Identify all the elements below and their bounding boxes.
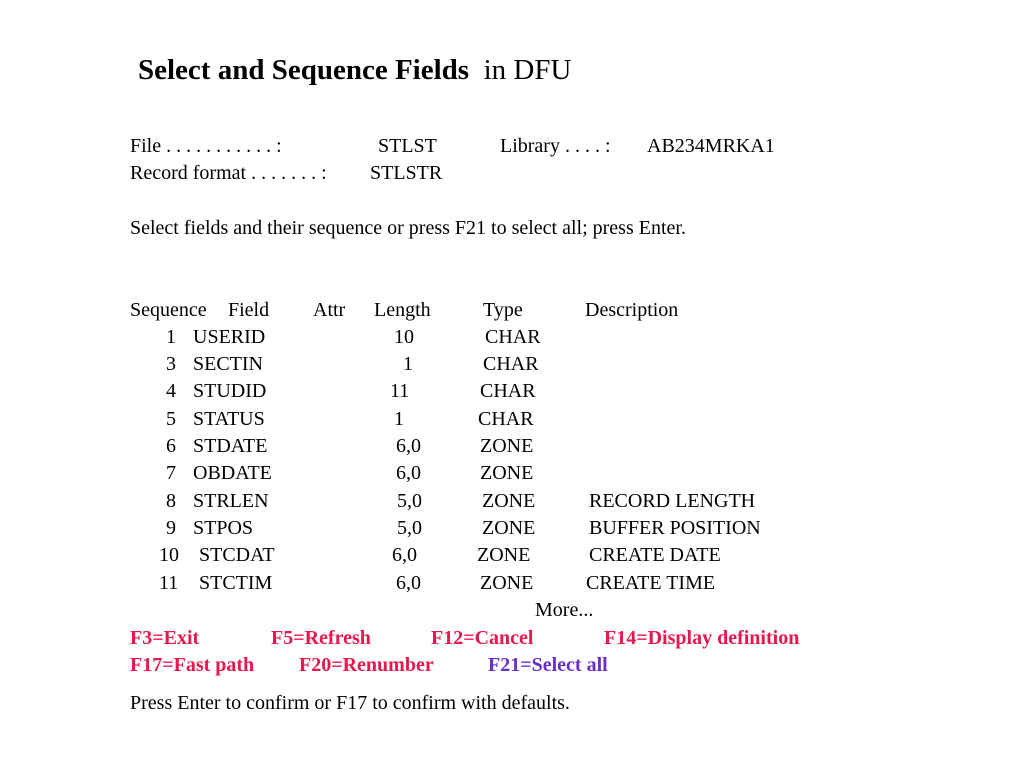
row-description: CREATE DATE bbox=[589, 544, 721, 566]
column-type: Type bbox=[483, 299, 523, 321]
library-label: Library . . . . : bbox=[500, 135, 611, 157]
f20-renumber-key[interactable]: F20=Renumber bbox=[299, 654, 434, 676]
column-field: Field bbox=[228, 299, 270, 321]
instruction-text: Select fields and their sequence or press F21 to select all; press Enter. bbox=[130, 217, 686, 239]
row-length: 10 bbox=[394, 326, 414, 348]
f3-exit-key[interactable]: F3=Exit bbox=[130, 627, 200, 649]
row-length: 1 bbox=[394, 408, 404, 430]
row-sequence[interactable]: 3 bbox=[166, 353, 176, 375]
row-type: ZONE bbox=[480, 572, 534, 594]
row-length: 6,0 bbox=[396, 462, 421, 484]
row-sequence[interactable]: 5 bbox=[166, 408, 176, 430]
row-field: STCTIM bbox=[199, 572, 273, 594]
row-sequence[interactable]: 10 bbox=[159, 544, 179, 566]
row-field: STUDID bbox=[193, 380, 267, 402]
f14-display-definition-key[interactable]: F14=Display definition bbox=[604, 627, 800, 649]
row-field: STRLEN bbox=[193, 490, 269, 512]
file-label: File . . . . . . . . . . . : bbox=[130, 135, 282, 157]
f5-refresh-key[interactable]: F5=Refresh bbox=[271, 627, 371, 649]
row-sequence[interactable]: 8 bbox=[166, 490, 176, 512]
row-length: 5,0 bbox=[397, 517, 422, 539]
row-length: 11 bbox=[390, 380, 410, 402]
page-title-rest: in DFU bbox=[483, 54, 572, 86]
row-type: ZONE bbox=[482, 517, 536, 539]
page-title bbox=[138, 56, 571, 85]
row-type: ZONE bbox=[480, 435, 534, 457]
page-title-bold: Select and Sequence Fields bbox=[138, 54, 470, 86]
library-value[interactable]: AB234MRKA1 bbox=[647, 135, 775, 157]
record-format-value[interactable]: STLSTR bbox=[370, 162, 443, 184]
column-length: Length bbox=[374, 299, 431, 321]
row-type: CHAR bbox=[478, 408, 534, 430]
row-type: CHAR bbox=[483, 353, 539, 375]
f21-select-all-key[interactable]: F21=Select all bbox=[488, 654, 608, 676]
row-length: 6,0 bbox=[396, 435, 421, 457]
row-field: STDATE bbox=[193, 435, 268, 457]
row-sequence[interactable]: 7 bbox=[166, 462, 176, 484]
footer-message: Press Enter to confirm or F17 to confirm with defaults. bbox=[130, 692, 570, 714]
column-attr: Attr bbox=[313, 299, 346, 321]
row-field: STATUS bbox=[193, 408, 265, 430]
row-field: STCDAT bbox=[199, 544, 275, 566]
record-format-label: Record format . . . . . . . : bbox=[130, 162, 327, 184]
file-value[interactable]: STLST bbox=[378, 135, 437, 157]
row-length: 6,0 bbox=[396, 572, 421, 594]
row-description: RECORD LENGTH bbox=[589, 490, 756, 512]
row-sequence[interactable]: 4 bbox=[166, 380, 176, 402]
column-description: Description bbox=[585, 299, 679, 321]
row-description: BUFFER POSITION bbox=[589, 517, 761, 539]
more-indicator: More... bbox=[535, 599, 594, 621]
row-length: 5,0 bbox=[397, 490, 422, 512]
row-sequence[interactable]: 9 bbox=[166, 517, 176, 539]
f12-cancel-key[interactable]: F12=Cancel bbox=[431, 627, 534, 649]
f17-fast-path-key[interactable]: F17=Fast path bbox=[130, 654, 255, 676]
column-sequence: Sequence bbox=[130, 299, 207, 321]
row-length: 6,0 bbox=[392, 544, 417, 566]
row-type: ZONE bbox=[482, 490, 536, 512]
row-type: CHAR bbox=[485, 326, 541, 348]
row-type: ZONE bbox=[477, 544, 531, 566]
row-description: CREATE TIME bbox=[586, 572, 716, 594]
row-sequence[interactable]: 1 bbox=[166, 326, 176, 348]
row-type: CHAR bbox=[480, 380, 536, 402]
row-field: STPOS bbox=[193, 517, 254, 539]
row-field: SECTIN bbox=[193, 353, 263, 375]
row-sequence[interactable]: 6 bbox=[166, 435, 176, 457]
row-field: OBDATE bbox=[193, 462, 272, 484]
row-field: USERID bbox=[193, 326, 266, 348]
row-sequence[interactable]: 11 bbox=[159, 572, 179, 594]
row-length: 1 bbox=[403, 353, 413, 375]
row-type: ZONE bbox=[480, 462, 534, 484]
